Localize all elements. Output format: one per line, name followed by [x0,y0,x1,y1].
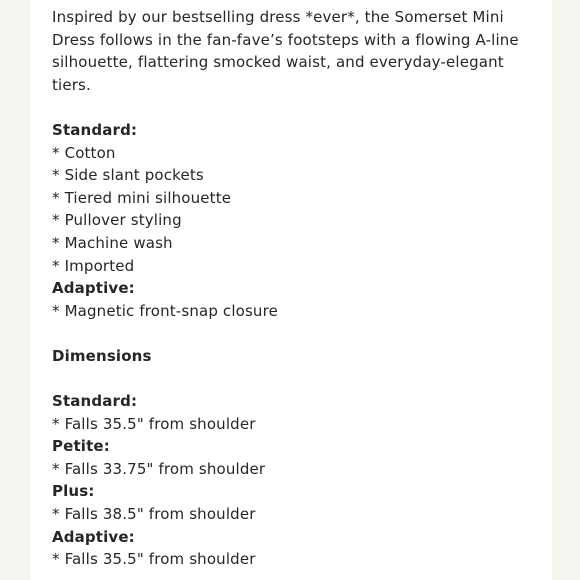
dimensions-title: Dimensions [52,346,152,365]
feature-item: * Machine wash [52,233,173,252]
feature-item: * Side slant pockets [52,166,204,185]
dimension-heading-standard: Standard: [52,392,138,411]
dimension-heading-adaptive: Adaptive: [52,527,135,546]
intro-paragraph: Inspired by our bestselling dress *ever*, the Somerset Mini Dress follows in the fan-fave’s footsteps with a flowing A-line silhouette, flattering smocked waist, and everyday-elegant tiers. [52,8,519,94]
feature-item: * Imported [52,256,135,275]
dimension-heading-petite: Petite: [52,437,110,456]
section-spacer [52,322,532,345]
dimension-value-plus: * Falls 38.5" from shoulder [52,505,256,524]
product-description [52,6,532,571]
adaptive-features-heading: Adaptive: [52,279,135,298]
product-description-card [30,0,552,580]
standard-features-heading: Standard: [52,120,138,139]
feature-item: * Magnetic front-snap closure [52,301,278,320]
feature-item: * Tiered mini silhouette [52,188,232,207]
dimension-heading-plus: Plus: [52,482,95,501]
dimension-value-standard: * Falls 35.5" from shoulder [52,414,256,433]
feature-item: * Pullover styling [52,211,182,230]
dimension-value-adaptive: * Falls 35.5" from shoulder [52,550,256,569]
dimension-value-petite: * Falls 33.75" from shoulder [52,459,266,478]
feature-item: * Cotton [52,143,116,162]
section-spacer [52,368,532,391]
